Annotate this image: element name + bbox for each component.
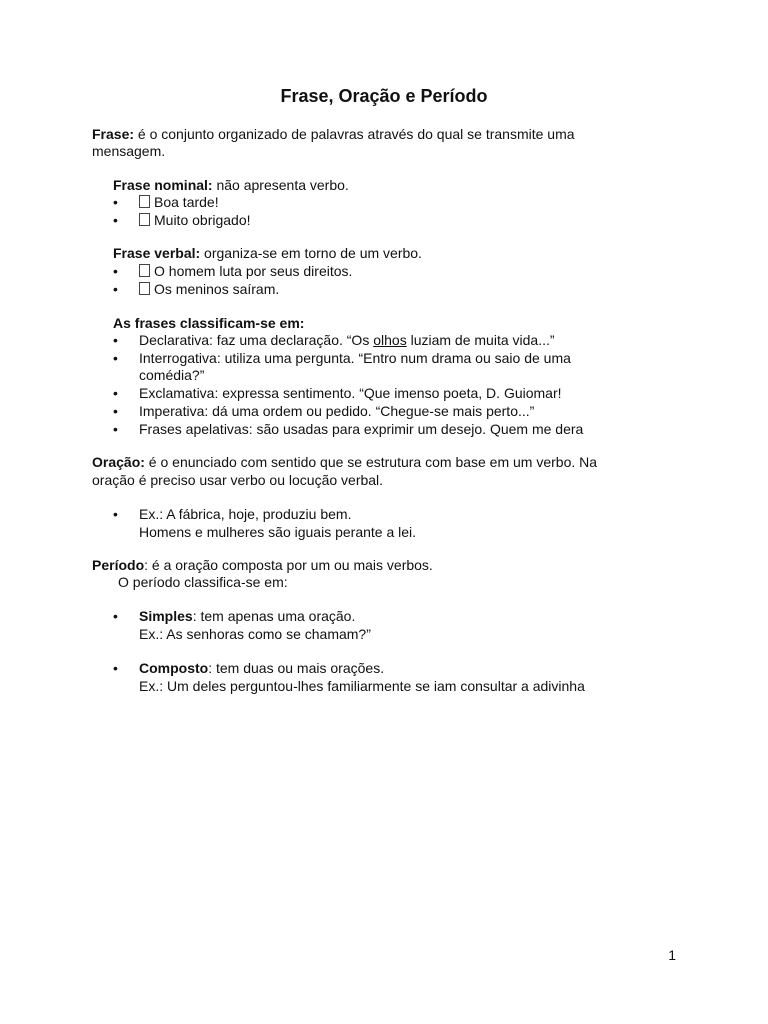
checkbox-icon [139, 282, 150, 295]
bullet: • [113, 212, 118, 228]
frase-nominal-label: Frase nominal: [113, 177, 213, 193]
list-item-declarativa: Declarativa: faz uma declaração. “Os olhos luziam de muita vida...” [139, 332, 555, 348]
periodo-composto: Composto: tem duas ou mais orações. [139, 660, 385, 676]
list-item-interrogativa-cont: comédia?” [139, 367, 205, 383]
bullet: • [113, 403, 118, 419]
periodo-simples-example: Ex.: As senhoras como se chamam?” [139, 626, 371, 642]
list-item-apelativas: Frases apelativas: são usadas para exprimir um desejo. Quem me dera [139, 421, 584, 437]
oracao-example-1: Ex.: A fábrica, hoje, produziu bem. [139, 506, 352, 522]
underlined-word: olhos [373, 332, 407, 348]
page-number: 1 [668, 947, 676, 963]
list-item-imperativa: Imperativa: dá uma ordem ou pedido. “Chegue-se mais perto...” [139, 403, 535, 419]
bullet: • [113, 660, 118, 676]
periodo-label: Período [92, 557, 145, 573]
bullet: • [113, 194, 118, 210]
bullet: • [113, 350, 118, 366]
frase-text-1: é o conjunto organizado de palavras através do qual se transmite uma [134, 126, 575, 142]
list-item-exclamativa: Exclamativa: expressa sentimento. “Que imenso poeta, D. Guiomar! [139, 385, 562, 401]
frase-definition [92, 125, 575, 143]
list-item: Muito obrigado! [139, 211, 251, 229]
periodo-classifica: O período classifica-se em: [118, 574, 288, 590]
periodo-definition: Período: é a oração composta por um ou mais verbos. [92, 557, 433, 573]
frase-nominal-heading [113, 176, 349, 194]
list-item: Boa tarde! [139, 193, 219, 211]
frase-nominal-text: não apresenta verbo. [212, 177, 349, 193]
frase-label: Frase: [92, 126, 135, 142]
checkbox-icon [139, 264, 150, 277]
periodo-simples: Simples: tem apenas uma oração. [139, 608, 356, 624]
frase-verbal-text: organiza-se em torno de um verbo. [200, 245, 422, 261]
oracao-example-2: Homens e mulheres são iguais perante a lei. [139, 524, 417, 540]
list-item-interrogativa: Interrogativa: utiliza uma pergunta. “Entro num drama ou saio de uma [139, 350, 571, 366]
bullet: • [113, 608, 118, 624]
bullet: • [113, 332, 118, 348]
bullet: • [113, 263, 118, 279]
list-item: Os meninos saíram. [139, 280, 279, 298]
list-item: O homem luta por seus direitos. [139, 262, 352, 280]
oracao-text-2: oração é preciso usar verbo ou locução verbal. [92, 472, 384, 488]
frase-verbal-heading [113, 244, 422, 262]
bullet: • [113, 385, 118, 401]
bullet: • [113, 506, 118, 522]
frase-verbal-label: Frase verbal: [113, 245, 201, 261]
classificacao-heading: As frases classificam-se em: [113, 315, 305, 331]
frase-text-2: mensagem. [92, 143, 166, 159]
oracao-definition: Oração: é o enunciado com sentido que se estrutura com base em um verbo. Na [92, 454, 598, 470]
checkbox-icon [139, 213, 150, 226]
bullet: • [113, 421, 118, 437]
bullet: • [113, 281, 118, 297]
periodo-composto-example: Ex.: Um deles perguntou-lhes familiarmente se iam consultar a adivinha [139, 678, 585, 694]
oracao-label: Oração: [92, 454, 145, 470]
checkbox-icon [139, 195, 150, 208]
page-title: Frase, Oração e Período [280, 86, 488, 106]
